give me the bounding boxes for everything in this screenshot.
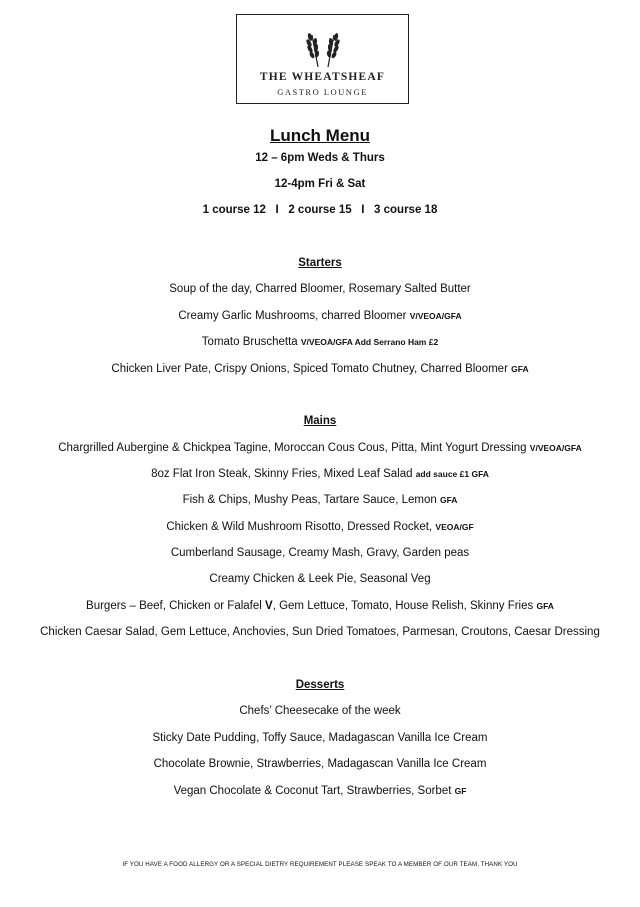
brand-subtitle: GASTRO LOUNGE — [277, 87, 368, 97]
main-text: Fish & Chips, Mushy Peas, Tartare Sauce, Lemon — [182, 494, 437, 506]
menu-title: Lunch Menu — [269, 126, 371, 145]
main-item — [0, 494, 640, 506]
dietary-tag: GFA — [511, 364, 529, 374]
main-item — [0, 521, 640, 533]
main-item — [0, 547, 640, 559]
main-text: Cumberland Sausage, Creamy Mash, Gravy, Garden peas — [170, 547, 470, 559]
dietary-tag: GF — [454, 786, 467, 796]
brand-name: THE WHEATSHEAF — [259, 71, 386, 83]
main-text: Chargrilled Aubergine & Chickpea Tagine, Moroccan Cous Cous, Pitta, Mint Yogurt Dressing — [58, 442, 527, 454]
allergy-notice: IF YOU HAVE A FOOD ALLERGY OR A SPECIAL DIETRY REQUIREMENT PLEASE SPEAK TO A MEMBER OF OUR TEAM, THANK YOU — [122, 861, 518, 868]
price-separator: I — [361, 204, 365, 216]
main-item — [0, 468, 640, 480]
main-text: Burgers – Beef, Chicken or Falafel — [86, 600, 262, 612]
dietary-tag: GFA — [536, 601, 554, 611]
dessert-text: Chocolate Brownie, Strawberries, Madagascan Vanilla Ice Cream — [153, 758, 487, 770]
price-separator: I — [275, 204, 279, 216]
main-text: , Gem Lettuce, Tomato, House Relish, Skinny Fries — [272, 600, 534, 612]
dietary-tag: V/VEOA/GFA — [409, 311, 462, 321]
main-text: 8oz Flat Iron Steak, Skinny Fries, Mixed Leaf Salad — [151, 468, 413, 480]
dessert-item — [0, 758, 640, 770]
starter-item — [0, 283, 640, 295]
hours-weekday: 12 – 6pm Weds & Thurs — [255, 152, 385, 164]
starters-heading: Starters — [298, 257, 342, 269]
dessert-item — [0, 732, 640, 744]
desserts-heading: Desserts — [295, 679, 345, 691]
dietary-tag: GFA — [439, 495, 458, 505]
price-two-course: 2 course 15 — [288, 204, 352, 216]
starter-item — [0, 363, 640, 375]
main-text: Chicken Caesar Salad, Gem Lettuce, Anchovies, Sun Dried Tomatoes, Parmesan, Croutons, Caesar Dressing — [40, 626, 600, 638]
price-three-course: 3 course 18 — [374, 204, 438, 216]
dietary-tag: V/VEOA/GFA Add Serrano Ham £2 — [300, 337, 439, 347]
dessert-text: Sticky Date Pudding, Toffy Sauce, Madagascan Vanilla Ice Cream — [152, 732, 488, 744]
mains-heading: Mains — [303, 415, 337, 427]
starter-text: Soup of the day, Charred Bloomer, Rosemary Salted Butter — [169, 283, 471, 295]
starter-item — [0, 336, 640, 348]
main-item — [0, 442, 640, 454]
hours-weekend: 12-4pm Fri & Sat — [274, 178, 366, 190]
main-item — [0, 573, 640, 585]
starter-item — [0, 310, 640, 322]
main-item-burgers — [0, 600, 640, 612]
dessert-text: Vegan Chocolate & Coconut Tart, Strawberries, Sorbet — [173, 785, 452, 797]
dietary-tag: add sauce £1 GFA — [415, 469, 489, 479]
price-line — [0, 204, 640, 216]
dietary-tag: V/VEOA/GFA — [529, 443, 582, 453]
starter-text: Chicken Liver Pate, Crispy Onions, Spiced Tomato Chutney, Charred Bloomer — [111, 363, 508, 375]
dietary-tag: VEOA/GF — [435, 522, 474, 532]
starter-text: Tomato Bruschetta — [201, 336, 298, 348]
dessert-item — [0, 705, 640, 717]
vegetarian-marker: V — [265, 600, 273, 612]
dessert-text: Chefs’ Cheesecake of the week — [239, 705, 401, 717]
wheat-ears-icon — [298, 29, 348, 69]
main-text: Creamy Chicken & Leek Pie, Seasonal Veg — [209, 573, 431, 585]
starter-text: Creamy Garlic Mushrooms, charred Bloomer — [178, 310, 407, 322]
price-one-course: 1 course 12 — [202, 204, 266, 216]
logo-box — [236, 14, 409, 104]
main-item — [0, 626, 640, 638]
dessert-item — [0, 785, 640, 797]
main-text: Chicken & Wild Mushroom Risotto, Dressed Rocket, — [166, 521, 433, 533]
